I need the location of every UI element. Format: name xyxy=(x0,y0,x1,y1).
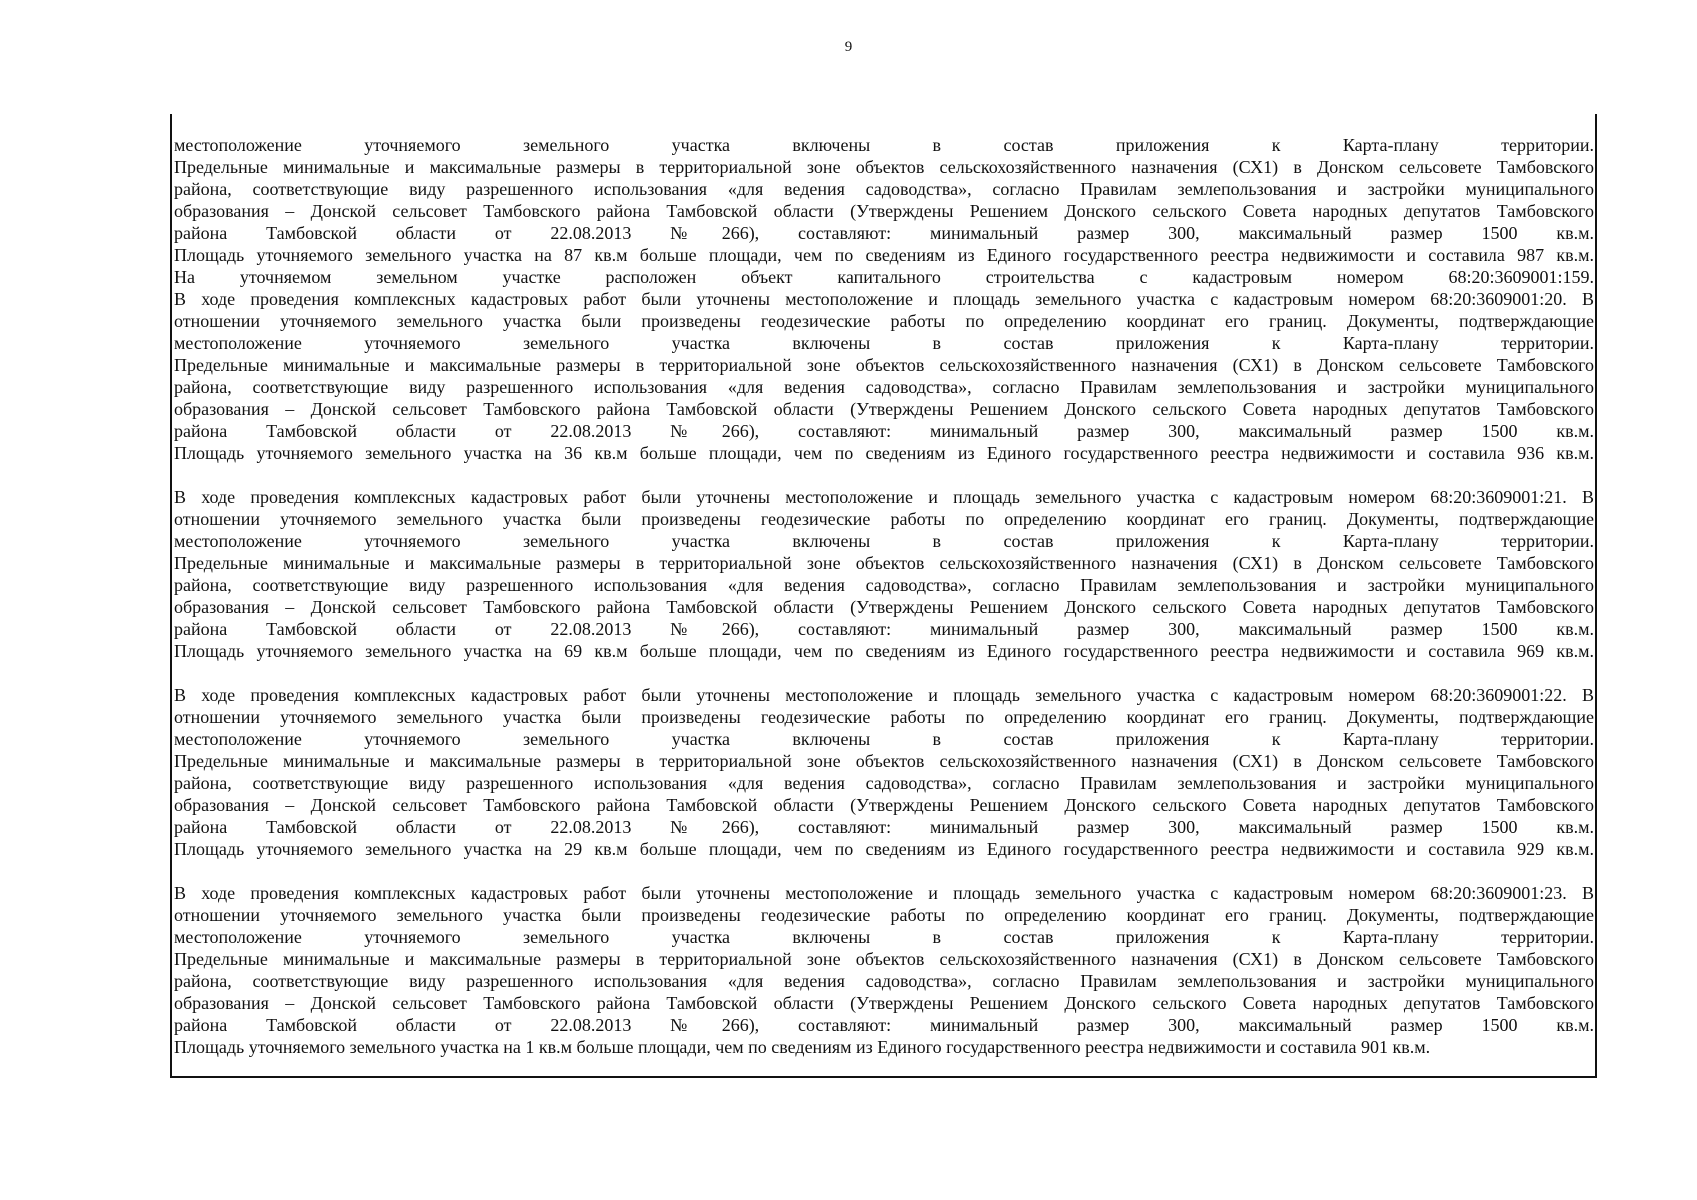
text-line: отношении уточняемого земельного участка были произведены геодезические работы по определению координат его границ. Документы, подтверждающие xyxy=(174,707,1594,727)
paragraph-gap xyxy=(174,662,1594,684)
text-line: Площадь уточняемого земельного участка на 36 кв.м больше площади, чем по сведениям из Единого государственного реестра недвижимости и составила 936 кв.м. xyxy=(174,443,1594,463)
paragraph-gap xyxy=(174,464,1594,486)
text-line: В ходе проведения комплексных кадастровых работ были уточнены местоположение и площадь земельного участка с кадастровым номером 68:20:3609001:22. В xyxy=(174,685,1594,705)
text-line: Площадь уточняемого земельного участка на 1 кв.м больше площади, чем по сведениям из Единого государственного реестра недвижимости и составила 901 кв.м. xyxy=(174,1037,1431,1057)
text-line: Площадь уточняемого земельного участка на 29 кв.м больше площади, чем по сведениям из Единого государственного реестра недвижимости и составила 929 кв.м. xyxy=(174,839,1594,859)
text-line: В ходе проведения комплексных кадастровых работ были уточнены местоположение и площадь земельного участка с кадастровым номером 68:20:3609001:23. В xyxy=(174,883,1594,903)
page-number: 9 xyxy=(844,39,853,55)
text-line: образования – Донской сельсовет Тамбовского района Тамбовской области (Утверждены Решением Донского сельского Совета народных депутатов Тамбовского xyxy=(174,201,1594,221)
text-line: Предельные минимальные и максимальные размеры в территориальной зоне объектов сельскохозяйственного назначения (СХ1) в Донском сельсовете Тамбовского xyxy=(174,751,1594,771)
text-line: района Тамбовской области от 22.08.2013 №266), составляют: минимальный размер 300, максимальный размер 1500 кв.м. xyxy=(174,619,1594,639)
text-line: В ходе проведения комплексных кадастровых работ были уточнены местоположение и площадь земельного участка с кадастровым номером 68:20:3609001:21. В xyxy=(174,487,1594,507)
text-line: В ходе проведения комплексных кадастровых работ были уточнены местоположение и площадь земельного участка с кадастровым номером 68:20:3609001:20. В xyxy=(174,289,1594,309)
text-line: района, соответствующие виду разрешенного использования «для ведения садоводства», согласно Правилам землепользования и застройки муниципального xyxy=(174,773,1594,793)
text-line: местоположение уточняемого земельного участка включены в состав приложения к Карта-плану территории. xyxy=(174,729,1594,749)
paragraph-gap xyxy=(174,860,1594,882)
text-line: района Тамбовской области от 22.08.2013 №266), составляют: минимальный размер 300, максимальный размер 1500 кв.м. xyxy=(174,223,1594,243)
text-line: Предельные минимальные и максимальные размеры в территориальной зоне объектов сельскохозяйственного назначения (СХ1) в Донском сельсовете Тамбовского xyxy=(174,553,1594,573)
paragraph-4 xyxy=(174,684,1594,860)
text-line: образования – Донской сельсовет Тамбовского района Тамбовской области (Утверждены Решением Донского сельского Совета народных депутатов Тамбовского xyxy=(174,795,1594,815)
text-line: образования – Донской сельсовет Тамбовского района Тамбовской области (Утверждены Решением Донского сельского Совета народных депутатов Тамбовского xyxy=(174,993,1594,1013)
text-line: образования – Донской сельсовет Тамбовского района Тамбовской области (Утверждены Решением Донского сельского Совета народных депутатов Тамбовского xyxy=(174,399,1594,419)
text-line: Предельные минимальные и максимальные размеры в территориальной зоне объектов сельскохозяйственного назначения (СХ1) в Донском сельсовете Тамбовского xyxy=(174,157,1594,177)
text-line: района Тамбовской области от 22.08.2013 №266), составляют: минимальный размер 300, максимальный размер 1500 кв.м. xyxy=(174,1015,1594,1035)
text-line: образования – Донской сельсовет Тамбовского района Тамбовской области (Утверждены Решением Донского сельского Совета народных депутатов Тамбовского xyxy=(174,597,1594,617)
text-line: местоположение уточняемого земельного участка включены в состав приложения к Карта-плану территории. xyxy=(174,135,1594,155)
paragraph-1 xyxy=(174,134,1594,288)
text-line: Предельные минимальные и максимальные размеры в территориальной зоне объектов сельскохозяйственного назначения (СХ1) в Донском сельсовете Тамбовского xyxy=(174,949,1594,969)
text-line: района, соответствующие виду разрешенного использования «для ведения садоводства», согласно Правилам землепользования и застройки муниципального xyxy=(174,377,1594,397)
text-line: района, соответствующие виду разрешенного использования «для ведения садоводства», согласно Правилам землепользования и застройки муниципального xyxy=(174,971,1594,991)
text-line: местоположение уточняемого земельного участка включены в состав приложения к Карта-плану территории. xyxy=(174,333,1594,353)
text-line: отношении уточняемого земельного участка были произведены геодезические работы по определению координат его границ. Документы, подтверждающие xyxy=(174,311,1594,331)
text-line: местоположение уточняемого земельного участка включены в состав приложения к Карта-плану территории. xyxy=(174,531,1594,551)
paragraph-2 xyxy=(174,288,1594,464)
paragraph-5 xyxy=(174,882,1594,1058)
document-body xyxy=(174,134,1594,1058)
text-line: района, соответствующие виду разрешенного использования «для ведения садоводства», согласно Правилам землепользования и застройки муниципального xyxy=(174,179,1594,199)
text-line: отношении уточняемого земельного участка были произведены геодезические работы по определению координат его границ. Документы, подтверждающие xyxy=(174,509,1594,529)
text-line: Площадь уточняемого земельного участка на 69 кв.м больше площади, чем по сведениям из Единого государственного реестра недвижимости и составила 969 кв.м. xyxy=(174,641,1594,661)
text-line: Площадь уточняемого земельного участка на 87 кв.м больше площади, чем по сведениям из Единого государственного реестра недвижимости и составила 987 кв.м. xyxy=(174,245,1594,265)
text-line: района Тамбовской области от 22.08.2013 №266), составляют: минимальный размер 300, максимальный размер 1500 кв.м. xyxy=(174,421,1594,441)
text-line: отношении уточняемого земельного участка были произведены геодезические работы по определению координат его границ. Документы, подтверждающие xyxy=(174,905,1594,925)
text-line: На уточняемом земельном участке расположен объект капитального строительства с кадастровым номером 68:20:3609001:159. xyxy=(174,267,1594,287)
text-line: района, соответствующие виду разрешенного использования «для ведения садоводства», согласно Правилам землепользования и застройки муниципального xyxy=(174,575,1594,595)
text-line: района Тамбовской области от 22.08.2013 №266), составляют: минимальный размер 300, максимальный размер 1500 кв.м. xyxy=(174,817,1594,837)
text-line: местоположение уточняемого земельного участка включены в состав приложения к Карта-плану территории. xyxy=(174,927,1594,947)
text-line: Предельные минимальные и максимальные размеры в территориальной зоне объектов сельскохозяйственного назначения (СХ1) в Донском сельсовете Тамбовского xyxy=(174,355,1594,375)
paragraph-3 xyxy=(174,486,1594,662)
